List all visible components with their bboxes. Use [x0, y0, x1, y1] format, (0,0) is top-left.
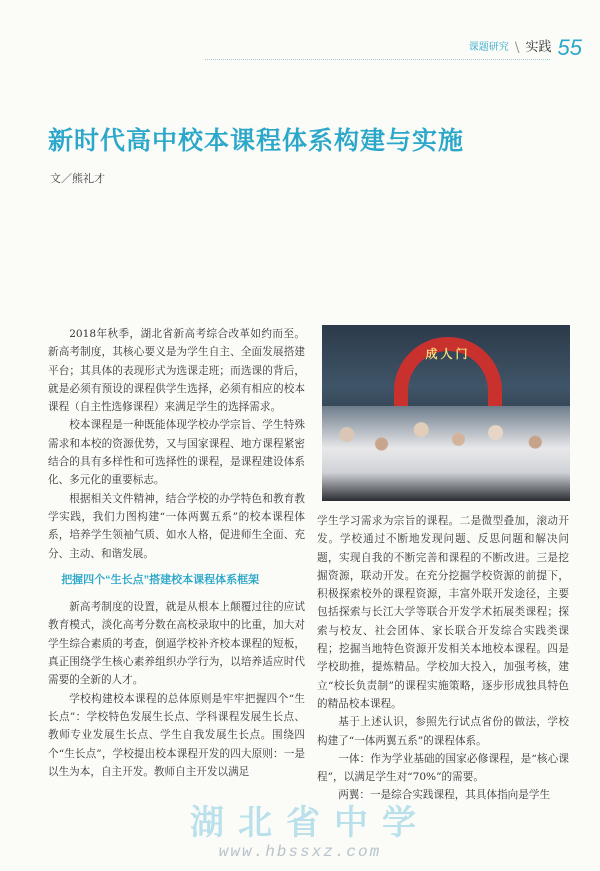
section-label: 课题研究	[468, 42, 509, 53]
paragraph: 基于上述认识，参照先行试点省份的做法，学校构建了“一体两翼五系”的课程体系。	[317, 716, 569, 747]
page-header	[469, 36, 582, 59]
paragraph: 一体：作为学业基础的国家必修课程，是“核心课程”，以满足学生对“70%”的需要。	[317, 752, 569, 784]
watermark-logo: 湖北省中学	[190, 803, 430, 843]
paragraph: 根据相关文件精神，结合学校的办学特色和教育教学实践，我们力图构建“一体两翼五系”的校本课程体系，培养学生领袖气质、如水人格，促进师生全面、充分、主动、和谐发展。	[48, 492, 305, 560]
paragraph: 新高考制度的设置，就是从根本上颠覆过往的应试教育模式，淡化高考分数在高校录取中的比重，加大对学生综合素质的考查，倒逼学校补齐校本课程的短板，真正围绕学生核心素养组织办学行为，以培养适应时代需要的全新的人才。	[48, 601, 305, 687]
section-subheading: 把握四个“生长点”搭建校本课程体系框架	[61, 573, 260, 586]
right-column	[317, 512, 569, 805]
article-author: 文／熊礼才	[50, 173, 105, 185]
article-photo	[322, 325, 570, 501]
practice-label: 实践	[525, 39, 552, 54]
paragraph: 两翼：一是综合实践课程，其具体指向是学生	[338, 789, 551, 802]
header-divider	[205, 59, 550, 60]
header-separator: \	[514, 40, 520, 56]
paragraph: 2018年秋季，湖北省新高考综合改革如约而至。新高考制度，其核心要义是为学生自主、全面发展搭建平台；其具体的表现形式为选课走班；而选课的背后，就是必须有预设的课程供学生选择，必须有相应的校本课程（自主性选修课程）来满足学生的选择需求。	[48, 328, 305, 414]
arch-sign: 成人门	[425, 347, 471, 361]
paragraph-continuation: 学生学习需求为宗旨的课程。二是微型叠加，滚动开发。学校通过不断地发现问题、反思问题和解决问题，实现自我的不断完善和课程的不断改进。三是挖掘资源，联动开发。在充分挖掘学校资源的前提下，积极探索校外的课程资源，丰富外联开发途径，主要包括探索与长江大学等联合开发学术拓展类课程；探索与校友、社会团体、家长联合开发综合实践类课程；挖掘当地特色资源开发相关本地校本课程。四是学校助推，提炼精品。学校加大投入，加强考核，建立“校长负责制”的课程实施策略，逐步形成独具特色的精品校本课程。	[317, 515, 569, 710]
page-number: 55	[557, 35, 582, 60]
article-title: 新时代高中校本课程体系构建与实施	[48, 126, 465, 155]
watermark-url: www.hbssxz.com	[218, 843, 382, 861]
students-crowd	[322, 406, 570, 501]
paragraph: 学校构建校本课程的总体原则是牢牢把握四个“生长点”：学校特色发展生长点、学科课程发展生长点、教师专业发展生长点、学生自我发展生长点。围绕四个“生长点”，学校提出校本课程开发的四大原则：一是以生为本，自主开发。教师自主开发以满足	[48, 692, 305, 778]
paragraph: 校本课程是一种既能体现学校办学宗旨、学生特殊需求和本校的资源优势，又与国家课程、地方课程紧密结合的具有多样性和可选择性的课程，是课程建设体系化、多元化的重要标志。	[48, 419, 305, 487]
left-column	[48, 325, 305, 781]
